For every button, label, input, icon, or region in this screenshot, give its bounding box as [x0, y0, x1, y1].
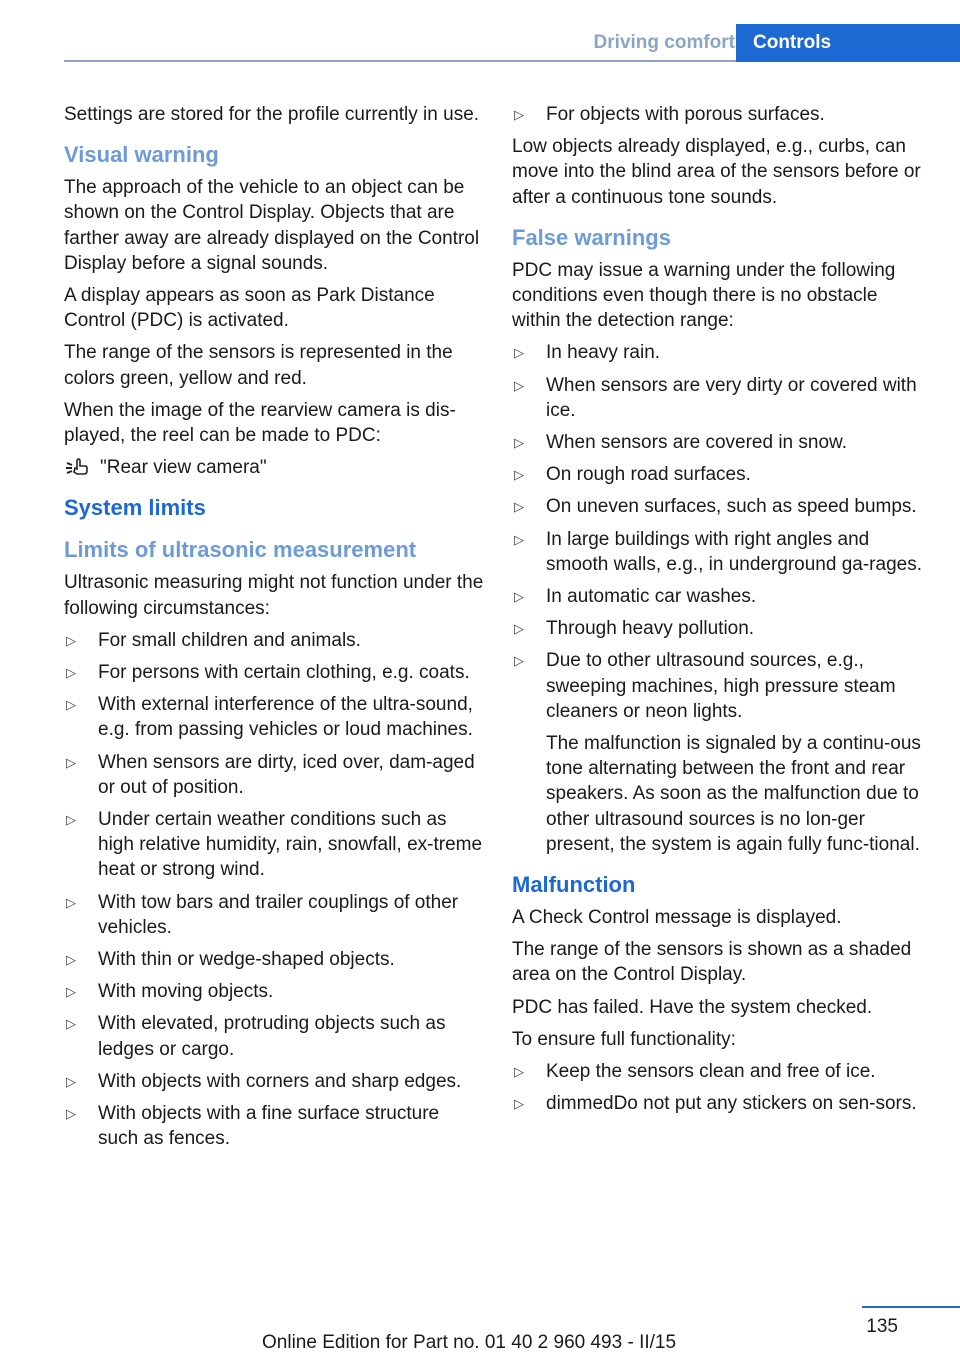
list-item-text: When sensors are covered in snow.	[546, 432, 847, 454]
malfunction-heading: Malfunction	[512, 872, 636, 898]
bullet-triangle-icon: ▷	[66, 894, 76, 910]
low-objects-paragraph: Low objects already displayed, e.g., curbs, can move into the blind area of the sensors before or after a continuous tone sounds.	[512, 136, 921, 208]
false-warnings-intro: PDC may issue a warning under the following conditions even though there is no obstacle within the detection range:	[512, 259, 896, 332]
list-item-text: For small children and animals.	[98, 629, 361, 651]
page-number: 135	[866, 1316, 898, 1337]
list-item	[512, 1091, 928, 1116]
bullet-triangle-icon: ▷	[66, 984, 76, 1000]
list-item	[64, 628, 484, 653]
visual-warning-p4: When the image of the rearview camera is dis-played, the reel can be made to PDC:	[64, 399, 456, 447]
list-item-text: With thin or wedge-shaped objects.	[98, 949, 395, 971]
bullet-triangle-icon: ▷	[66, 697, 76, 713]
system-limits-heading: System limits	[64, 495, 206, 521]
list-item-text: For persons with certain clothing, e.g. coats.	[98, 662, 470, 684]
functionality-list	[512, 1059, 928, 1116]
list-item	[512, 584, 928, 609]
visual-warning-p3: The range of the sensors is represented in the colors green, yellow and red.	[64, 342, 453, 389]
bullet-triangle-icon: ▷	[514, 1064, 524, 1080]
bullet-triangle-icon: ▷	[514, 107, 524, 122]
list-item-text: With moving objects.	[98, 981, 274, 1003]
bullet-triangle-icon: ▷	[514, 621, 524, 637]
list-item-text: On rough road surfaces.	[546, 464, 751, 486]
list-item	[64, 1069, 484, 1094]
list-item	[512, 102, 928, 127]
malfunction-p1: A Check Control message is displayed.	[512, 907, 842, 929]
list-item	[512, 1059, 928, 1084]
list-item	[64, 660, 484, 685]
list-item-text: Under certain weather conditions such as high relative humidity, rain, snowfall, ex-treme heat or strong wind.	[98, 809, 483, 881]
header-chapter-tab: Controls	[736, 24, 960, 62]
list-item-text: Keep the sensors clean and free of ice.	[546, 1061, 876, 1083]
bullet-triangle-icon: ▷	[66, 1106, 76, 1122]
list-item-text: With external interference of the ultra-sound, e.g. from passing vehicles or loud machines.	[98, 694, 473, 741]
list-item	[512, 340, 928, 365]
right-column	[512, 102, 928, 1124]
malfunction-note: The malfunction is signaled by a continu-ous tone alternating between the front and rear speakers. As soon as the malfunction due to other ultrasound sources is no lon-ger present, the system is again fully func-tional.	[546, 733, 921, 855]
false-warnings-heading: False warnings	[512, 224, 671, 250]
list-item	[512, 616, 928, 641]
list-item-text: dimmedDo not put any stickers on sen-sors.	[546, 1093, 917, 1115]
list-item-text: On uneven surfaces, such as speed bumps.	[546, 496, 917, 518]
bullet-triangle-icon: ▷	[66, 665, 76, 681]
list-item-text: With elevated, protruding objects such as ledges or cargo.	[98, 1013, 446, 1060]
list-item	[64, 750, 484, 800]
ultrasonic-limits-heading: Limits of ultrasonic measurement	[64, 537, 417, 563]
list-item	[512, 462, 928, 487]
bullet-triangle-icon: ▷	[514, 653, 524, 669]
intro-paragraph: Settings are stored for the profile currently in use.	[64, 104, 480, 125]
list-item-text: With objects with corners and sharp edges.	[98, 1070, 462, 1092]
continued-list	[512, 102, 928, 127]
bullet-triangle-icon: ▷	[66, 1073, 76, 1089]
edition-note: Online Edition for Part no. 01 40 2 960 493 - II/15	[262, 1332, 677, 1353]
bullet-triangle-icon: ▷	[66, 812, 76, 828]
list-item	[512, 430, 928, 455]
malfunction-p4: To ensure full functionality:	[512, 1028, 736, 1050]
list-item-text: Due to other ultrasound sources, e.g., sweeping machines, high pressure steam cleaners or neon lights.	[546, 650, 896, 722]
ultrasonic-limits-list	[64, 628, 484, 1152]
left-column	[64, 102, 484, 1159]
list-item	[64, 1011, 484, 1061]
list-item-text: In heavy rain.	[546, 342, 661, 364]
bullet-triangle-icon: ▷	[514, 1096, 524, 1112]
visual-warning-heading: Visual warning	[64, 142, 219, 168]
malfunction-p3: PDC has failed. Have the system checked.	[512, 996, 873, 1018]
bullet-triangle-icon: ▷	[66, 952, 76, 968]
rear-view-camera-icon	[64, 457, 90, 479]
footer-rule	[862, 1306, 960, 1308]
bullet-triangle-icon: ▷	[66, 632, 76, 648]
list-item	[512, 373, 928, 423]
bullet-triangle-icon: ▷	[514, 435, 524, 451]
list-item	[64, 890, 484, 940]
list-item	[64, 947, 484, 972]
bullet-triangle-icon: ▷	[514, 467, 524, 483]
bullet-triangle-icon: ▷	[66, 754, 76, 770]
false-warnings-list	[512, 340, 928, 724]
list-item	[64, 807, 484, 883]
list-item-text: Through heavy pollution.	[546, 618, 755, 640]
list-item-text: In automatic car washes.	[546, 586, 757, 608]
visual-warning-p2: A display appears as soon as Park Distance Control (PDC) is activated.	[64, 285, 435, 332]
bullet-triangle-icon: ▷	[66, 1016, 76, 1032]
list-item-text: With objects with a fine surface structure such as fences.	[98, 1103, 440, 1150]
list-item-text: With tow bars and trailer couplings of other vehicles.	[98, 891, 459, 938]
rear-view-camera-label: "Rear view camera"	[100, 457, 267, 479]
bullet-triangle-icon: ▷	[514, 589, 524, 605]
header-section-title: Driving comfort	[593, 32, 735, 53]
list-item-text: When sensors are very dirty or covered with ice.	[546, 374, 917, 421]
list-item	[512, 494, 928, 519]
page-header	[0, 0, 960, 62]
list-item	[64, 979, 484, 1004]
header-rule	[64, 60, 736, 62]
bullet-triangle-icon: ▷	[514, 499, 524, 515]
list-item-text: When sensors are dirty, iced over, dam-aged or out of position.	[98, 751, 475, 798]
rear-view-camera-row	[64, 455, 484, 480]
list-item-text: In large buildings with right angles and smooth walls, e.g., in underground ga-rages.	[546, 528, 922, 575]
bullet-triangle-icon: ▷	[514, 377, 524, 393]
bullet-triangle-icon: ▷	[514, 531, 524, 547]
list-item-text: For objects with porous surfaces.	[546, 104, 825, 125]
list-item	[512, 527, 928, 577]
list-item	[512, 648, 928, 724]
visual-warning-p1: The approach of the vehicle to an object can be shown on the Control Display. Objects that are farther away are already displayed on the Control Display before a signal sounds.	[64, 177, 480, 274]
list-item	[64, 692, 484, 742]
malfunction-p2: The range of the sensors is shown as a shaded area on the Control Display.	[512, 939, 912, 986]
list-item	[64, 1101, 484, 1151]
bullet-triangle-icon: ▷	[514, 345, 524, 361]
ultrasonic-intro: Ultrasonic measuring might not function under the following circumstances:	[64, 572, 484, 619]
